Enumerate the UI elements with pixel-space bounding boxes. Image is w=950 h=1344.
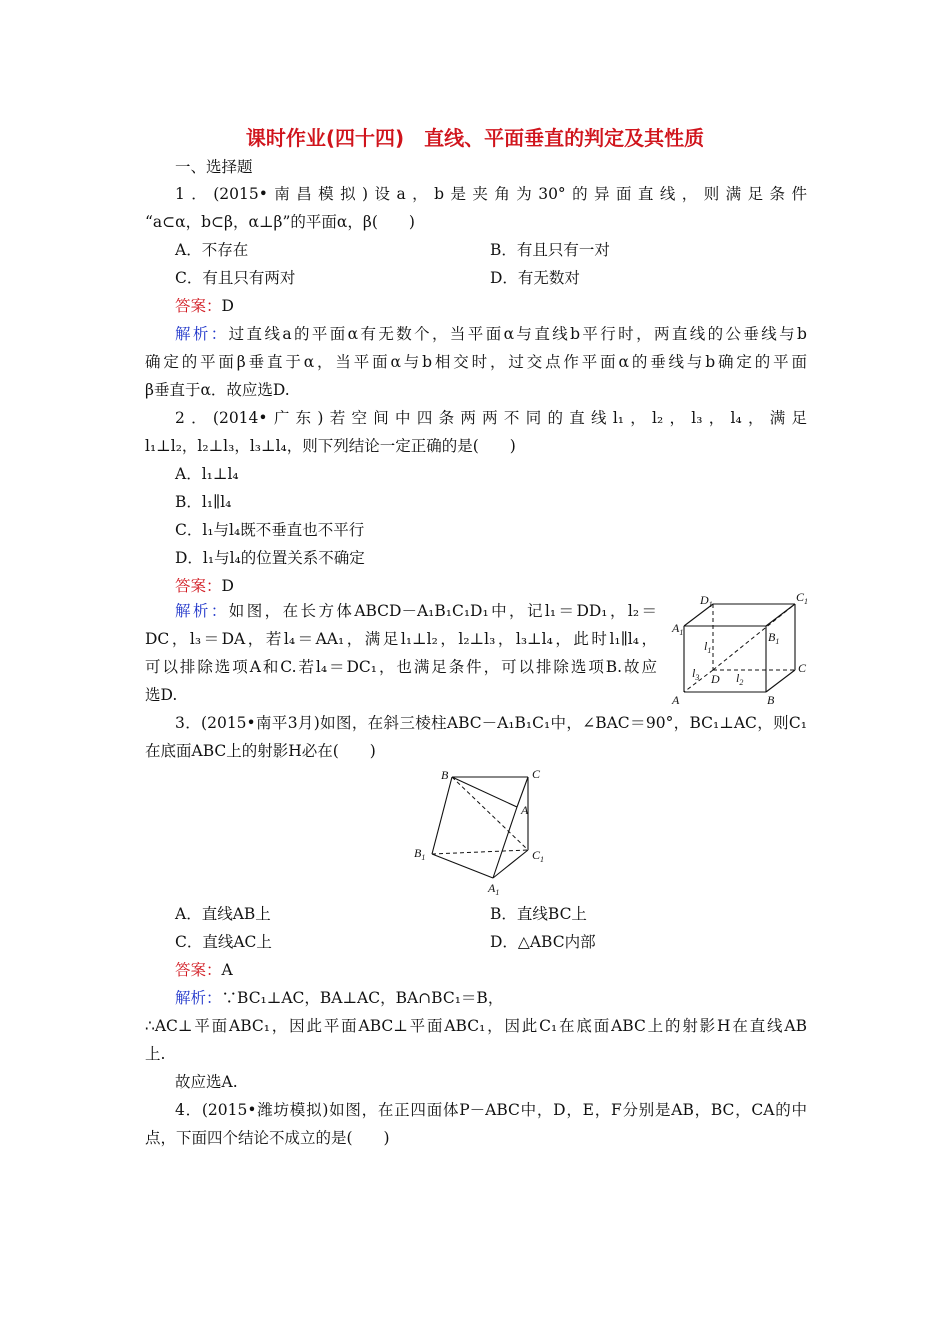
label-B: B [441,768,449,782]
q3-option-b: B．直线BC上 [490,905,587,923]
q1-option-c: C．有且只有两对 [175,269,296,287]
label-A1: $A_1$ [672,621,684,637]
answer-value: A [221,961,233,979]
analysis-label: 解析： [175,602,229,620]
q3-answer [175,960,807,980]
cuboid-figure [670,592,815,710]
q2-option-d: D．l₁与l₄的位置关系不确定 [175,549,365,567]
q3-options-row2 [175,932,807,952]
q2-option-b: B．l₁∥l₄ [175,493,232,511]
q1-option-b: B．有且只有一对 [490,241,610,259]
label-B: B [767,693,775,707]
q3-option-c: C．直线AC上 [175,933,272,951]
section-heading: 一、选择题 [175,158,253,176]
q1-stem-line1: 1．(2015•南昌模拟)设a，b是夹角为30°的异面直线，则满足条件 [175,185,807,203]
label-D: D [711,672,720,686]
q3-option-a: A．直线AB上 [175,905,271,923]
q2-stem-line1: 2．(2014•广东)若空间中四条两两不同的直线l₁，l₂，l₃，l₄，满足 [175,409,807,427]
q3-analysis-line4: 故应选A. [175,1073,238,1091]
q1-option-d: D．有无数对 [490,269,580,287]
label-A: A [521,803,529,817]
q1-analysis-line2: 确定的平面β垂直于α，当平面α与b相交时，过交点作平面α的垂线与b确定的平面 [145,353,807,371]
label-C: C [798,661,807,675]
q3-stem-line1: 3．(2015•南平3月)如图，在斜三棱柱ABC－A₁B₁C₁中，∠BAC＝90°，BC₁⊥AC，则C₁ [175,714,807,732]
q3-analysis-line1: 解析：∵BC₁⊥AC，BA⊥AC，BA∩BC₁＝B， [175,989,504,1007]
answer-value: D [221,297,234,315]
label-C1: $C_1$ [532,848,545,864]
label-D1: $D_1$ [700,593,713,609]
q3-analysis-line2: ∴AC⊥平面ABC₁，因此平面ABC⊥平面ABC₁，因此C₁在底面ABC上的射影H在直线AB [145,1017,807,1035]
q2-analysis-line1: 解析：如图，在长方体ABCD－A₁B₁C₁D₁中，记l₁＝DD₁，l₂＝ [175,602,657,620]
label-C1: $C_1$ [796,592,809,606]
q1-options-row2 [175,268,807,288]
label-B1: $B_1$ [414,846,426,862]
q3-stem-line2: 在底面ABC上的射影H必在( ) [145,742,376,760]
q3-option-d: D．△ABC内部 [490,933,596,951]
label-l1: $l_1$ [704,639,712,655]
answer-label: 答案： [175,577,222,595]
q4-stem-line2: 点，下面四个结论不成立的是( ) [145,1129,390,1147]
analysis-label: 解析： [175,989,222,1007]
label-A1: $A_1$ [488,881,500,897]
q1-options-row1 [175,240,807,260]
q3-analysis-line3: 上. [145,1045,166,1063]
q1-option-a: A．不存在 [175,241,249,259]
q2-option-a: A．l₁⊥l₄ [175,465,239,483]
q2-option-c: C．l₁与l₄既不垂直也不平行 [175,521,365,539]
label-l2: $l_2$ [736,671,744,687]
page-title: 课时作业(四十四) 直线、平面垂直的判定及其性质 [245,126,705,150]
prism-figure [405,762,575,900]
q1-analysis-line3: β垂直于α．故应选D. [145,381,290,399]
q2-analysis-line2: DC，l₃＝DA，若l₄＝AA₁，满足l₁⊥l₂，l₂⊥l₃，l₃⊥l₄，此时l₁∥l₄， [145,630,657,648]
q2-stem-line2: l₁⊥l₂，l₂⊥l₃，l₃⊥l₄，则下列结论一定正确的是( ) [145,437,516,455]
analysis-label: 解析： [175,325,229,343]
answer-label: 答案： [175,297,222,315]
label-C: C [532,767,541,781]
q2-analysis-line3: 可以排除选项A和C.若l₄＝DC₁，也满足条件，可以排除选项B.故应 [145,658,657,676]
label-l3: $l_3$ [692,666,700,682]
q3-options-row1 [175,904,807,924]
q1-answer [175,296,807,316]
q1-analysis-line1: 解析：过直线a的平面α有无数个，当平面α与直线b平行时，两直线的公垂线与b [175,325,807,343]
answer-label: 答案： [175,961,222,979]
label-A: A [672,693,680,707]
answer-value: D [221,577,234,595]
label-B1: $B_1$ [768,630,780,646]
q4-stem-line1: 4．(2015•潍坊模拟)如图，在正四面体P－ABC中，D，E，F分别是AB，BC，CA的中 [175,1101,807,1119]
q1-stem-line2: “a⊂α，b⊂β，α⊥β”的平面α，β( ) [145,213,415,231]
q2-analysis-line4: 选D. [145,686,178,704]
